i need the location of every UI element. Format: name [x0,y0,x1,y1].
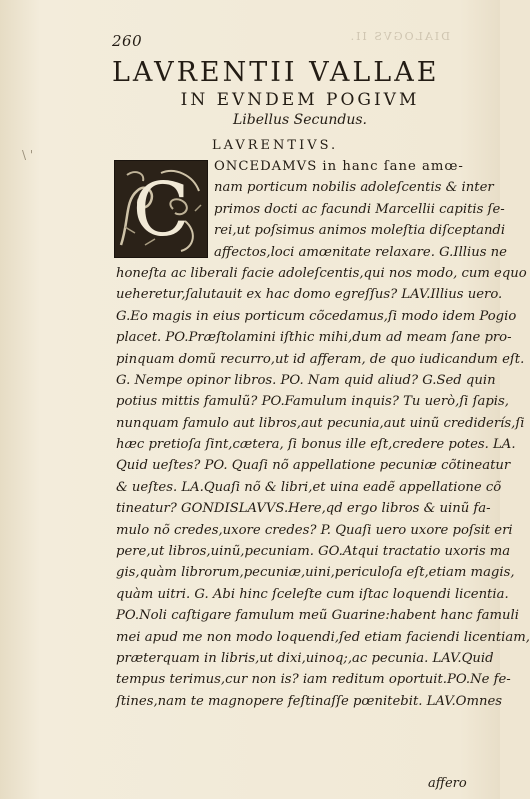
title-author: LAVRENTII VALLAE [112,57,440,88]
text-line: pere,ut libros,uinũ,pecuniam. GO.Atqui tractatio uxoris ma [116,544,511,560]
bleed-through-running-head: DIALOGVS II. [348,30,450,43]
text-line: G.Eo magis in eius porticum cõcedamus,ſi modo idem Pogio [116,308,517,324]
text-line: nam porticum nobilis adoleſcentis & inter [214,180,494,196]
title-book: Libellus Secundus. [233,112,367,128]
text-line: potius mittis famulũ? PO.Famulum inquis? Tu uerò,ſi ſapis, [116,394,509,410]
margin-mark: \ ' [22,148,34,162]
text-line: ſtines,nam te magnopere feſtinaſſe pœnitebit. LAV.Omnes [116,693,503,709]
text-line: PO.Noli caſtigare famulum meũ Guarine:habent hanc famuli [116,608,519,624]
text-line: gis,quàm librorum,pecuniæ,uini,periculoſa eſt,etiam magis, [116,565,515,581]
text-line: G. Nempe opinor libros. PO. Nam quid aliud? G.Sed quin [116,372,496,388]
text-line: pinquam domũ recurro,ut id afferam, de quo iudicandum eſt. [116,351,525,367]
text-line: Quid ueſtes? PO. Quaſi nõ appellatione pecuniæ cõtineatur [116,458,511,474]
text-line: honeſta ac liberali facie adoleſcentis,qui nos modo, cum equo [116,265,527,281]
text-line: rei,ut poſsimus animos moleſtia diſceptandi [214,223,506,239]
text-line: hæc pretioſa ſint,cætera, ſi bonus ille eſt,credere potes. LA. [116,437,516,453]
speaker-heading: LAVRENTIVS. [212,138,339,153]
text-line: & ueſtes. LA.Quaſi nõ & libri,et uina eadẽ appellatione cõ [116,479,502,495]
text-line: tineatur? GONDISLAVVS.Here,qd ergo libros & uinũ fa- [116,501,491,517]
svg-text:C: C [132,167,190,253]
text-line: placet. PO.Præſtolamini iſthic mihi,dum ad meam ſane pro- [116,330,512,346]
text-line: nunquam famulo aut libros,aut pecunia,aut uinũ crediderís,ſi [116,415,525,431]
text-line: quàm uitri. G. Abi hinc ſceleſte cum iſtac loquendi licentia. [116,586,509,602]
page-number: 260 [112,32,143,50]
text-line: tempus terimus,cur non is? iam reditum oportuit.PO.Ne fe- [116,672,511,688]
text-line: ONCEDAMVS in hanc ſane amœ- [214,159,464,174]
text-line: ueheretur,ſalutauit ex hac domo egreſſus? LAV.Illius uero. [116,287,503,303]
body-text [116,156,530,712]
text-line: mei apud me non modo loquendi,ſed etiam faciendi licentiam, [116,629,530,645]
text-line: præterquam in libris,ut dixi,uinoq;,ac pecunia. LAV.Quid [116,650,494,666]
title-subject: IN EVNDEM POGIVM [180,90,420,110]
text-line: affectos,loci amœnitate relaxare. G.Illius ne [214,244,507,260]
catchword: affero [428,776,467,791]
text-line: primos docti ac facundi Marcellii capitis ſe- [214,201,505,217]
text-line: mulo nõ credes,uxore credes? P. Quaſi uero uxore poſsit eri [116,522,513,538]
